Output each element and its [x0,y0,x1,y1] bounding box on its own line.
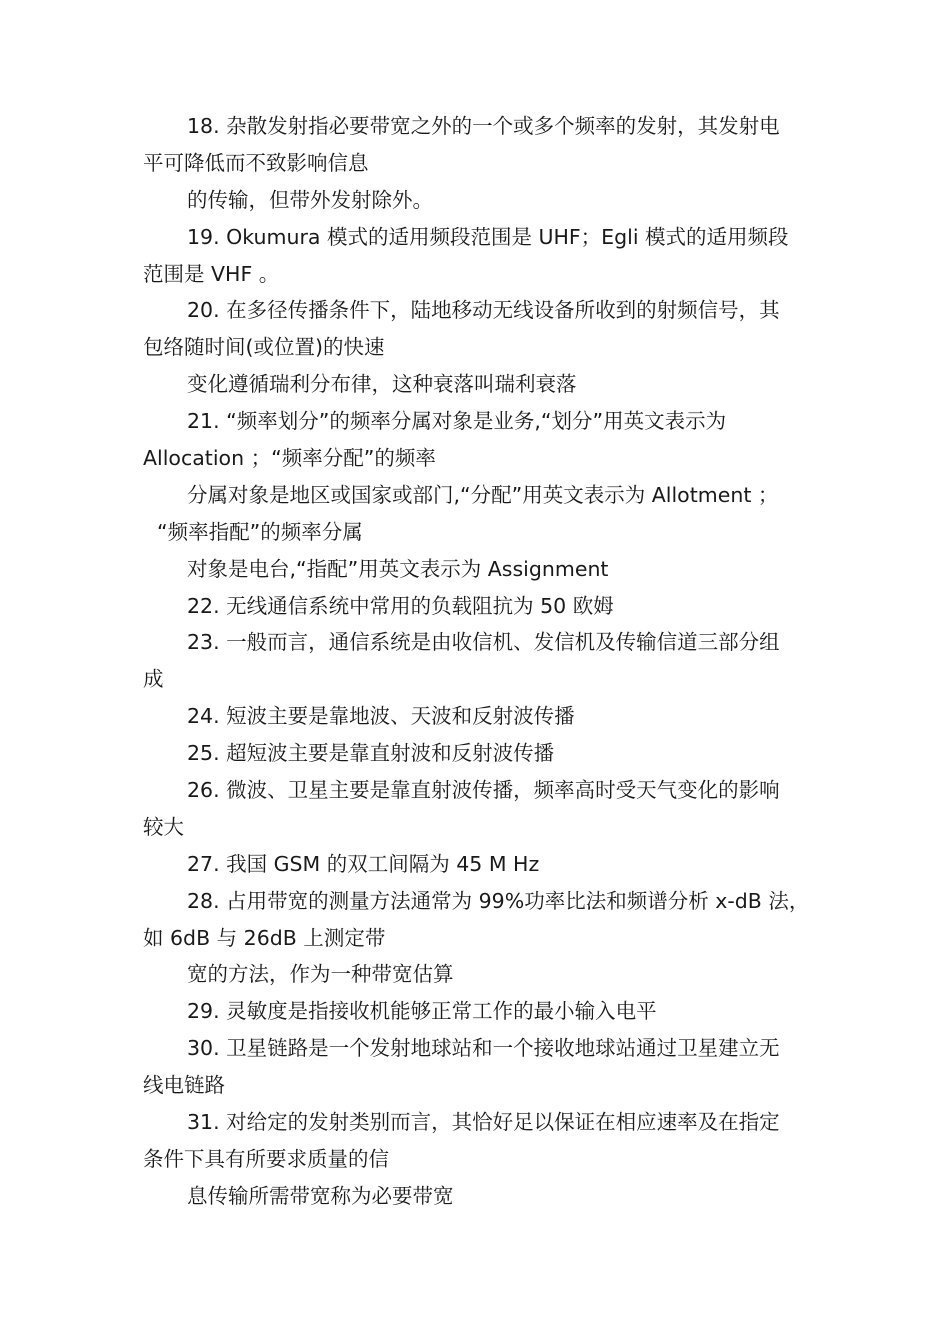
text-line: 息传输所需带宽称为必要带宽 [187,1183,454,1208]
text-line: 较大 [143,814,184,839]
text-line: 的传输，但带外发射除外。 [187,187,433,212]
text-line: 29. 灵敏度是指接收机能够正常工作的最小输入电平 [187,999,657,1024]
text-line: 分属对象是地区或国家或部门,“分配”用英文表示为 Allotment ； [187,482,779,507]
text-line: 24. 短波主要是靠地波、天波和反射波传播 [187,704,575,729]
text-line: “频率指配”的频率分属 [157,519,363,544]
text-line: 21. “频率划分”的频率分属对象是业务,“划分”用英文表示为 [187,409,727,434]
text-line: 宽的方法，作为一种带宽估算 [187,962,454,987]
text-line: 31. 对给定的发射类别而言，其恰好足以保证在相应速率及在指定 [187,1110,780,1135]
text-line: 包络随时间(或位置)的快速 [143,335,385,360]
text-line: 平可降低而不致影响信息 [143,150,369,175]
text-line: 线电链路 [143,1073,225,1098]
text-line: 28. 占用带宽的测量方法通常为 99%功率比法和频谱分析 x-dB 法， [187,888,810,913]
text-line: 对象是电台,“指配”用英文表示为 Assignment [187,556,609,581]
text-line: 变化遵循瑞利分布律，这种衰落叫瑞利衰落 [187,372,577,397]
text-line: 成 [143,667,164,692]
document-body [143,108,823,1215]
text-line: Allocation ；“频率分配”的频率 [143,446,436,471]
text-line: 条件下具有所要求质量的信 [143,1146,389,1171]
text-line: 如 6dB 与 26dB 上测定带 [143,925,386,950]
text-line: 18. 杂散发射指必要带宽之外的一个或多个频率的发射，其发射电 [187,114,780,138]
text-line: 26. 微波、卫星主要是靠直射波传播，频率高时受天气变化的影响 [187,778,780,803]
text-line: 27. 我国 GSM 的双工间隔为 45 M Hz [187,851,540,876]
text-line: 19. Okumura 模式的适用频段范围是 UHF；Egli 模式的适用频段 [187,224,789,249]
text-line: 30. 卫星链路是一个发射地球站和一个接收地球站通过卫星建立无 [187,1036,780,1061]
text-line: 范围是 VHF 。 [143,261,280,286]
text-line: 23. 一般而言，通信系统是由收信机、发信机及传输信道三部分组 [187,630,780,655]
text-line: 20. 在多径传播条件下，陆地移动无线设备所收到的射频信号，其 [187,298,780,323]
text-line: 25. 超短波主要是靠直射波和反射波传播 [187,741,555,766]
text-line: 22. 无线通信系统中常用的负载阻抗为 50 欧姆 [187,593,614,618]
